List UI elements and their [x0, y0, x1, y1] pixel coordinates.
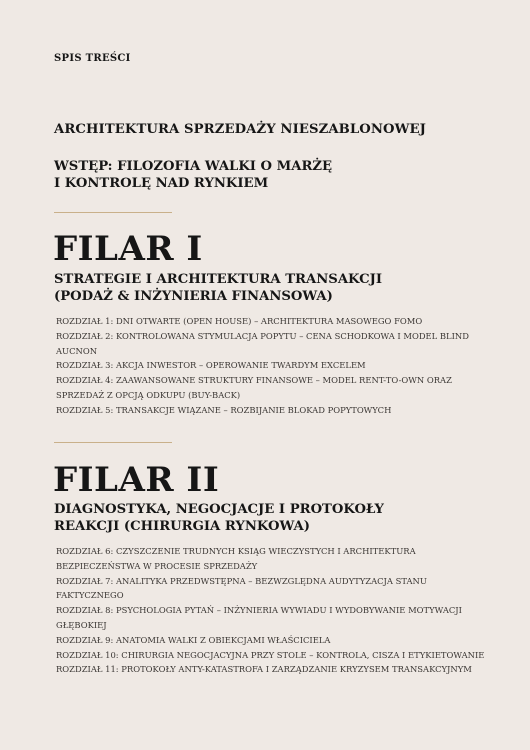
pillar-1-chapter-list — [56, 314, 486, 418]
section-divider — [54, 442, 172, 443]
intro-title-line-2: I KONTROLĘ NAD RYNKIEM — [54, 176, 269, 191]
chapter-line: ROZDZIAŁ 8: PSYCHOLOGIA PYTAŃ – INŻYNIERIA WYWIADU I WYDOBYWANIE MOTYWACJI — [56, 605, 462, 616]
intro-title-line-1: WSTĘP: FILOZOFIA WALKI O MARŻĘ — [54, 159, 333, 174]
section-divider — [54, 212, 172, 213]
pillar-1-heading: FILAR I — [53, 229, 203, 269]
chapter-line: FAKTYCZNEGO — [56, 590, 124, 601]
chapter-line: ROZDZIAŁ 9: ANATOMIA WALKI Z OBIEKCJAMI WŁAŚCICIELA — [56, 634, 331, 645]
chapter-line: ROZDZIAŁ 10: CHIRURGIA NEGOCJACYJNA PRZY STOLE – KONTROLA, CISZA I ETYKIETOWANIE — [56, 649, 485, 660]
chapter-line: ROZDZIAŁ 3: AKCJA INWESTOR – OPEROWANIE TWARDYM EXCELEM — [56, 360, 366, 371]
chapter-line: AUCNON — [56, 345, 98, 356]
chapter-line: ROZDZIAŁ 6: CZYSZCZENIE TRUDNYCH KSIĄG WIECZYSTYCH I ARCHITEKTURA — [56, 546, 416, 556]
chapter-line: ROZDZIAŁ 11: PROTOKOŁY ANTY-KATASTROFA I ZARZĄDZANIE KRYZYSEM TRANSAKCYJNYM — [56, 664, 472, 675]
book-title: ARCHITEKTURA SPRZEDAŻY NIESZABLONOWEJ — [54, 122, 427, 137]
pillar-2-heading: FILAR II — [53, 460, 220, 500]
toc-heading: SPIS TREŚCI — [54, 53, 131, 64]
pillar-2-chapter-list — [56, 544, 486, 677]
chapter-line: ROZDZIAŁ 2: KONTROLOWANA STYMULACJA POPYTU – CENA SCHODKOWA I MODEL BLIND — [56, 330, 469, 341]
chapter-line: ROZDZIAŁ 1: DNI OTWARTE (OPEN HOUSE) – ARCHITEKTURA MASOWEGO FOMO — [56, 316, 423, 326]
pillar-2-subtitle — [54, 501, 494, 535]
pillar-2-subtitle-line-2: REAKCJI (CHIRURGIA RYNKOWA) — [54, 519, 310, 534]
chapter-line: ROZDZIAŁ 4: ZAAWANSOWANE STRUKTURY FINANSOWE – MODEL RENT-TO-OWN ORAZ — [56, 375, 452, 386]
chapter-line: GŁĘBOKIEJ — [56, 619, 107, 630]
chapter-line: ROZDZIAŁ 7: ANALITYKA PRZEDWSTĘPNA – BEZWZGLĘDNA AUDYTYZACJA STANU — [56, 575, 427, 586]
chapter-line: ROZDZIAŁ 5: TRANSAKCJE WIĄZANE – ROZBIJANIE BLOKAD POPYTOWYCH — [56, 404, 392, 415]
chapter-line: BEZPIECZEŃSTWA W PROCESIE SPRZEDAŻY — [56, 560, 258, 571]
pillar-2-subtitle-line-1: DIAGNOSTYKA, NEGOCJACJE I PROTOKOŁY — [54, 502, 384, 517]
intro-entry — [54, 158, 484, 192]
chapter-line: SPRZEDAŻ Z OPCJĄ ODKUPU (BUY-BACK) — [56, 389, 241, 400]
pillar-1-subtitle-line-2: (PODAŻ & INŻYNIERIA FINANSOWA) — [54, 289, 333, 304]
pillar-1-subtitle-line-1: STRATEGIE I ARCHITEKTURA TRANSAKCJI — [54, 272, 383, 287]
pillar-1-subtitle — [54, 271, 494, 305]
